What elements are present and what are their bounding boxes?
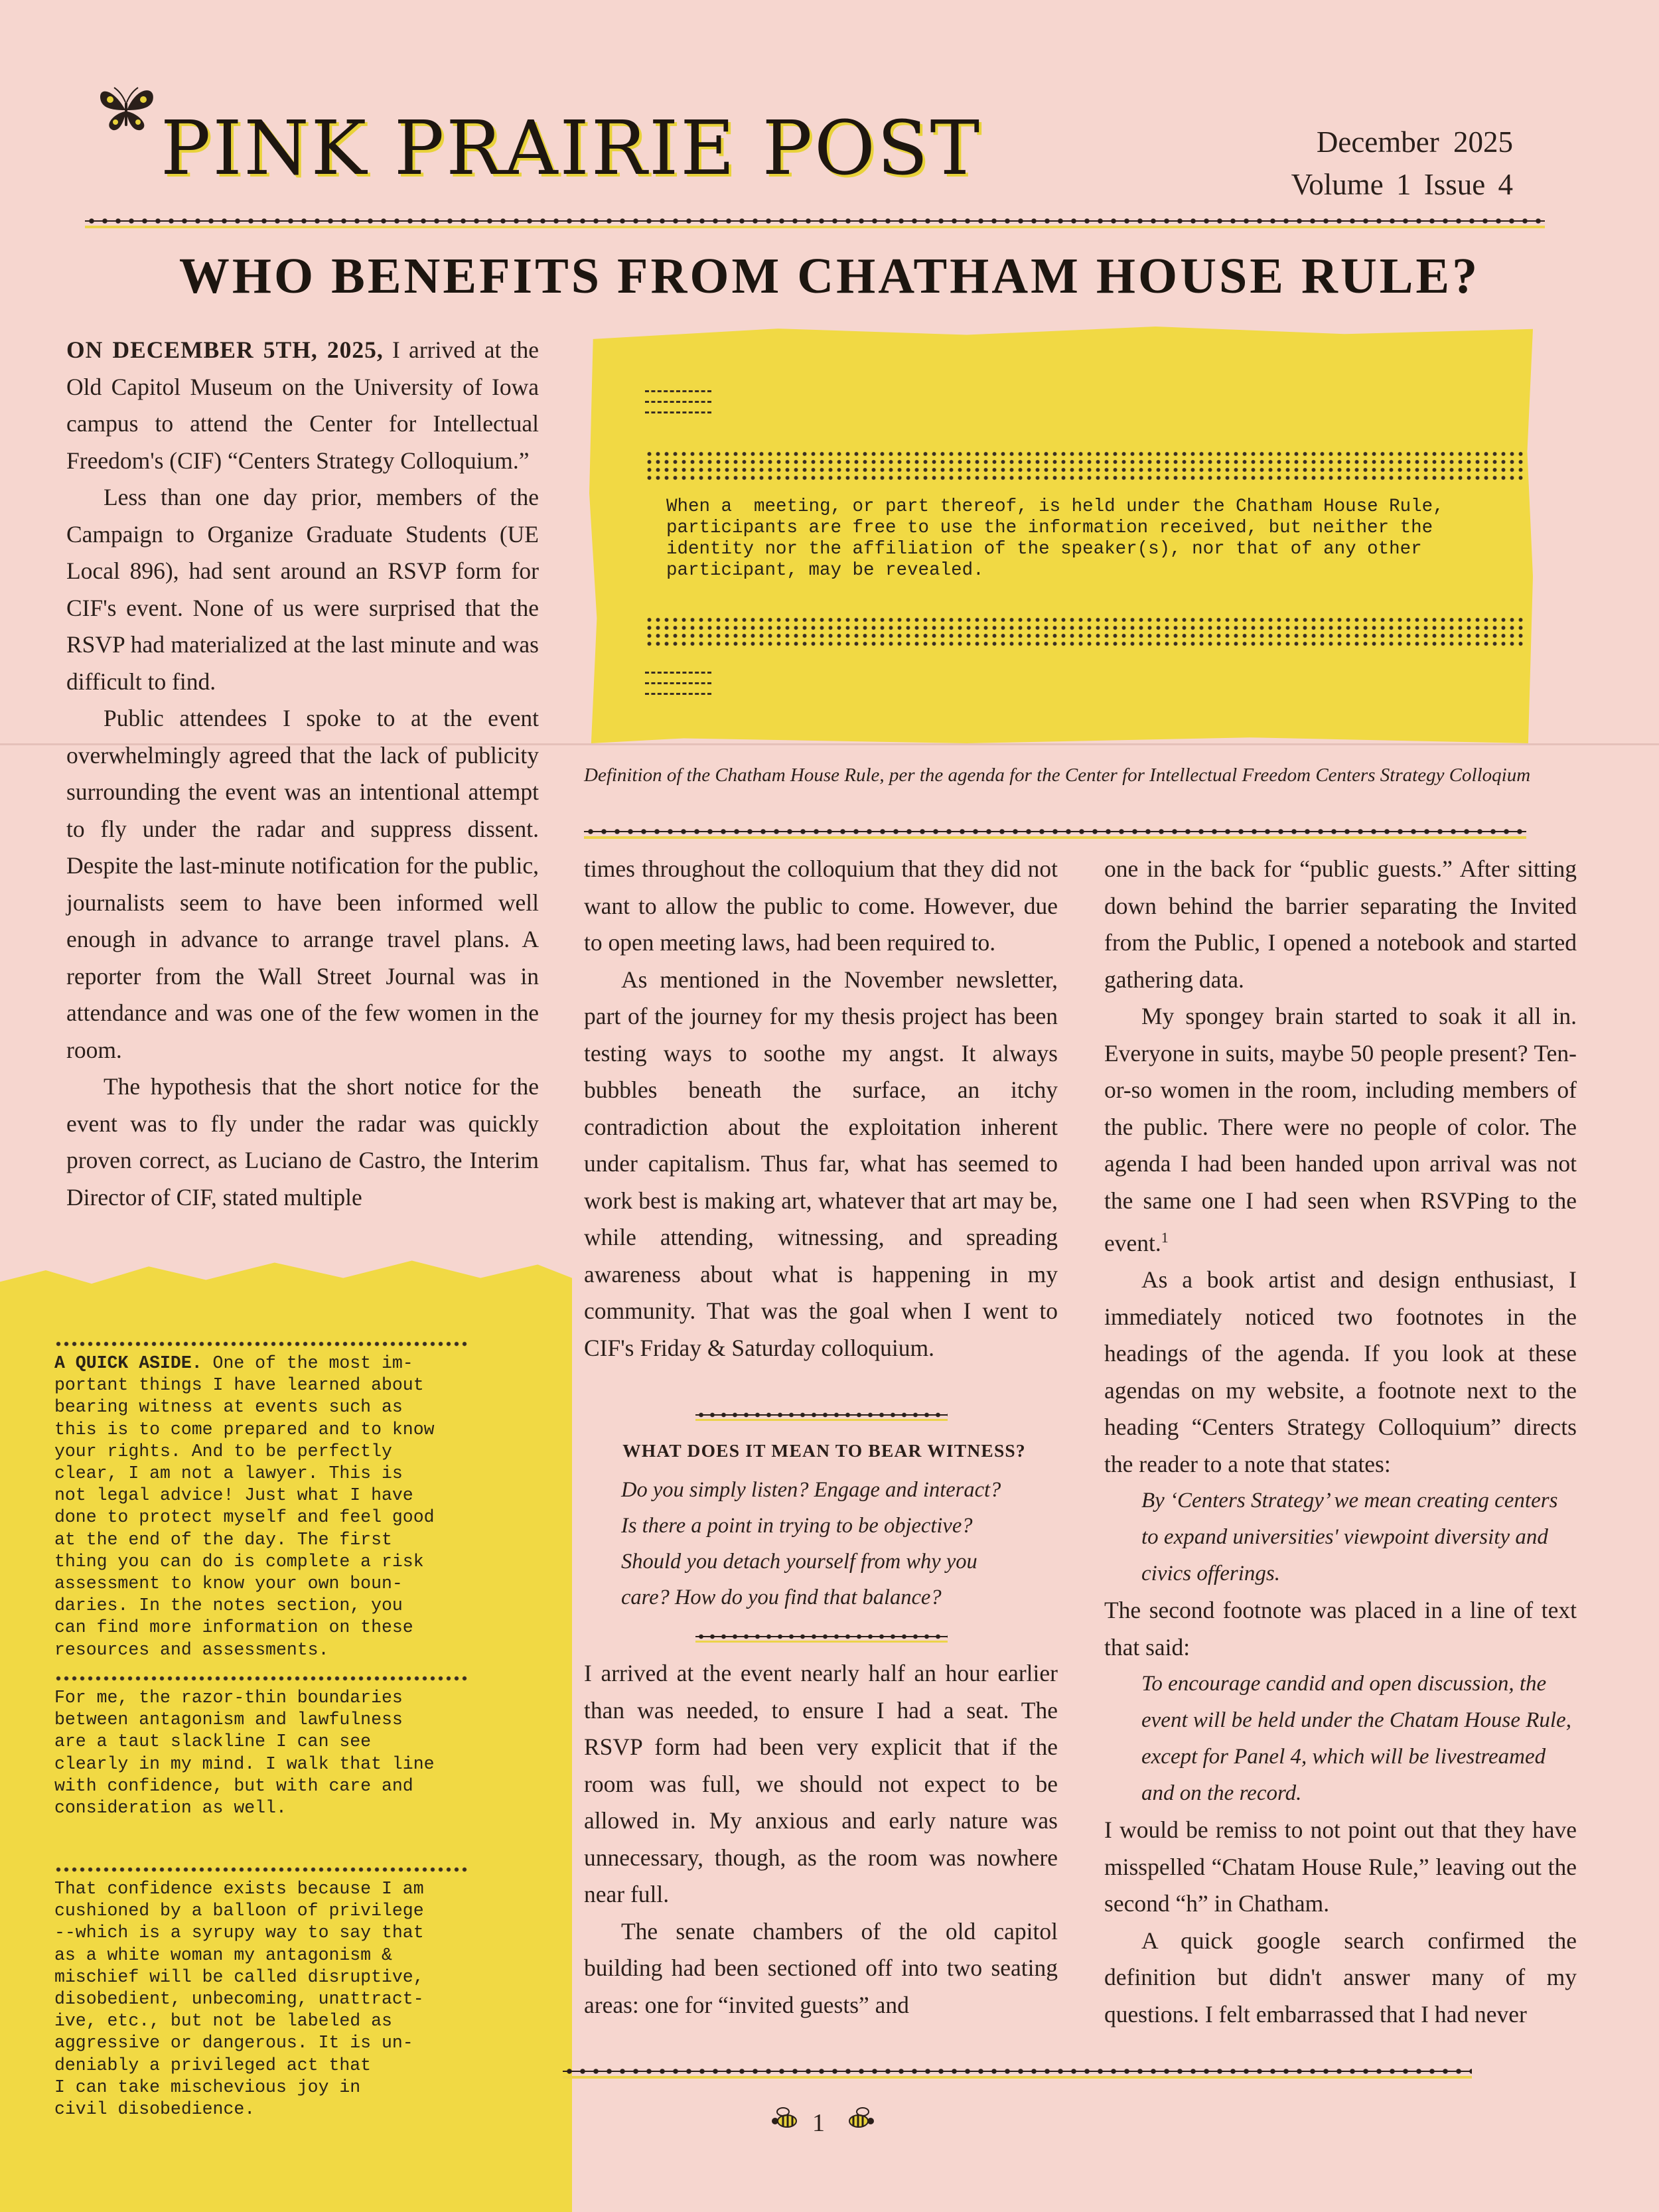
aside-block-1: A QUICK ASIDE. One of the most im- portant things I have learned about bearing witness at events such as this is to come prepared and to know your rights. And to be perfectly clear, I am not a lawyer. This is not legal advice! Just what I have done to protect myself and feel good at the end of the day. The first thing you can do is complete a risk assessment to know your own boun- daries. In the notes section, you can find more information on these resources and assessments. — [54, 1353, 435, 1660]
card-dashes — [645, 682, 711, 684]
card-dashes — [645, 693, 711, 695]
col3-paragraph-4: The second footnote was placed in a line of text that said: — [1104, 1597, 1577, 1660]
column-2 — [584, 851, 1058, 1366]
bear-witness-rule-bottom — [695, 1633, 948, 1641]
agenda-quote-1: By ‘Centers Strategy’ we mean creating centers to expand universities' viewpoint diversity and civics offerings. — [1141, 1489, 1558, 1586]
bee-icon — [844, 2105, 879, 2132]
card-dashes — [645, 401, 711, 403]
card-dashes — [645, 390, 711, 392]
chatham-card-caption: Definition of the Chatham House Rule, per the agenda for the Center for Intellectual Freedom Centers Strategy Colloqium — [584, 765, 1531, 786]
bear-witness-rule-top — [695, 1411, 948, 1419]
col1-paragraph-2: Less than one day prior, members of the Campaign to Organize Graduate Students (UE Local 896), had sent around an RSVP form for CIF's event. None of us were surprised that the RSVP had materialized at the last minute and was difficult to find. — [66, 484, 539, 695]
card-dashes — [645, 411, 711, 413]
column-3 — [1104, 851, 1577, 2033]
col3-paragraph-6: A quick google search confirmed the definition but didn't answer many of my questions. I felt embarrassed that I had never — [1104, 1927, 1577, 2028]
card-dashes — [645, 672, 711, 674]
col1-paragraph-3: Public attendees I spoke to at the event overwhelmingly agreed that the lack of publicity surrounding the event was an intentional attempt to fly under the radar and suppress dissent. Despite the last-minute notification for the public, journalists seem to have been informed well enough in advance to arrange travel plans. A reporter from the Wall Street Journal was in attendance and was one of the few women in the room. — [66, 705, 539, 1063]
col1-paragraph-4: The hypothesis that the short notice for the event was to fly under the radar was quickly proven correct, as Luciano de Castro, the Interim Director of CIF, stated multiple — [66, 1073, 539, 1211]
lead-dateline: ON DECEMBER 5TH, 2025, — [66, 336, 384, 363]
page-number: 1 — [812, 2109, 825, 2137]
col2-paragraph-2: As mentioned in the November newsletter, part of the journey for my thesis project has been testing ways to soothe my angst. It always bubbles beneath the surface, an itchy contradiction about the exploitation inherent under capitalism. Thus far, what has seemed to work best is making art, whatever that art may be, while attending, witnessing, and spreading awareness about what is happening in my community. That was the goal when I went to CIF's Friday & Saturday colloquium. — [584, 966, 1058, 1361]
col2-paragraph-3: I arrived at the event nearly half an hour earlier than was needed, to ensure I had a seat. The RSVP form had been very explicit that if the room was full, we should not expect to be allowed in. My anxious and early nature was unnecessary, though, as the room was nowhere near full. — [584, 1660, 1058, 1907]
aside-lead: A QUICK ASIDE. — [54, 1353, 202, 1373]
masthead-title: PINK PRAIRIE POST — [161, 106, 982, 192]
col3-paragraph-5: I would be remiss to not point out that they have misspelled “Chatam House Rule,” leaving out the second “h” in Chatham. — [1104, 1816, 1577, 1917]
headline: WHO BENEFITS FROM CHATHAM HOUSE RULE? — [179, 248, 1480, 304]
col2-paragraph-1: times throughout the colloquium that they did not want to allow the public to come. However, due to open meeting laws, had been required to. — [584, 855, 1058, 956]
aside-divider — [54, 1675, 470, 1682]
bear-witness-questions — [621, 1472, 1059, 1615]
aside-block-2: For me, the razor-thin boundaries between antagonism and lawfulness are a taut slackline I can see clearly in my mind. I walk that line with confidence, but with care and consideration as well. — [54, 1688, 435, 1818]
footer-rule — [563, 2067, 1472, 2076]
col3-paragraph-2: My spongey brain started to soak it all in. Everyone in suits, maybe 50 people present? Ten-or-so women in the room, including members of the public. There were no people of color. The agenda I had been handed upon arrival was not the same one I had seen when RSVPing to the event.$^1$ — [1104, 1003, 1577, 1256]
col3-paragraph-3: As a book artist and design enthusiast, I immediately noticed two footnotes in the headings of the agenda. If you look at these agendas on my website, a footnote next to the heading “Centers Strategy Colloquium” directs the reader to a note that states: — [1104, 1266, 1577, 1477]
chatham-rule-text: When a meeting, or part thereof, is held under the Chatham House Rule, participants are free to use the information received, but neither the identity nor the affiliation of the speaker(s), nor that of any other participant, may be revealed. — [666, 496, 1444, 581]
masthead-rule — [85, 216, 1545, 226]
aside-block-3: That confidence exists because I am cushioned by a balloon of privilege --which is a syrupy way to say that as a white woman my antagonism & mischief will be called disruptive, disobedient, unbecoming, unattract- ive, etc., but not be labeled as aggressive or dangerous. It is un- deniably a privileged act that I can take mischevious joy in civil disobedience. — [54, 1879, 424, 2120]
column-2-continued — [584, 1655, 1058, 2024]
issue-volume: Volume 1 Issue 4 — [1291, 168, 1513, 201]
footnote-mark: 1 — [1161, 1229, 1169, 1246]
bear-witness-line: Is there a point in trying to be objective? — [621, 1514, 973, 1538]
card-dotrow — [645, 450, 1526, 482]
bear-witness-line: Do you simply listen? Engage and interact? — [621, 1478, 1001, 1502]
aside-divider — [54, 1866, 470, 1873]
card-dotrow — [645, 616, 1526, 648]
issue-date: December 2025 — [1316, 125, 1513, 159]
col1-paragraph-1: ON DECEMBER 5TH, 2025, I arrived at the Old Capitol Museum on the University of Iowa campus to attend the Center for Intellectual Freedom's (CIF) “Centers Strategy Colloquium.” — [66, 336, 539, 474]
caption-rule — [584, 827, 1526, 836]
issue-info — [1291, 121, 1513, 206]
col2-paragraph-4: The senate chambers of the old capitol building had been sectioned off into two seating areas: one for “invited guests” and — [584, 1917, 1058, 2018]
col3-paragraph-1: one in the back for “public guests.” After sitting down behind the barrier separating the Invited from the Public, I opened a notebook and started gathering data. — [1104, 855, 1577, 993]
agenda-quote-2: To encourage candid and open discussion, the event will be held under the Chatam House Rule, except for Panel 4, which will be livestreamed and on the record. — [1141, 1672, 1571, 1806]
bear-witness-title: WHAT DOES IT MEAN TO BEAR WITNESS? — [622, 1440, 1026, 1461]
bear-witness-line: Should you detach yourself from why you — [621, 1550, 977, 1574]
bear-witness-line: care? How do you find that balance? — [621, 1585, 942, 1609]
bee-icon — [767, 2105, 802, 2132]
column-1 — [66, 332, 539, 1216]
butterfly-icon — [92, 82, 161, 135]
aside-divider — [54, 1341, 470, 1347]
paper-fold — [0, 743, 1659, 745]
